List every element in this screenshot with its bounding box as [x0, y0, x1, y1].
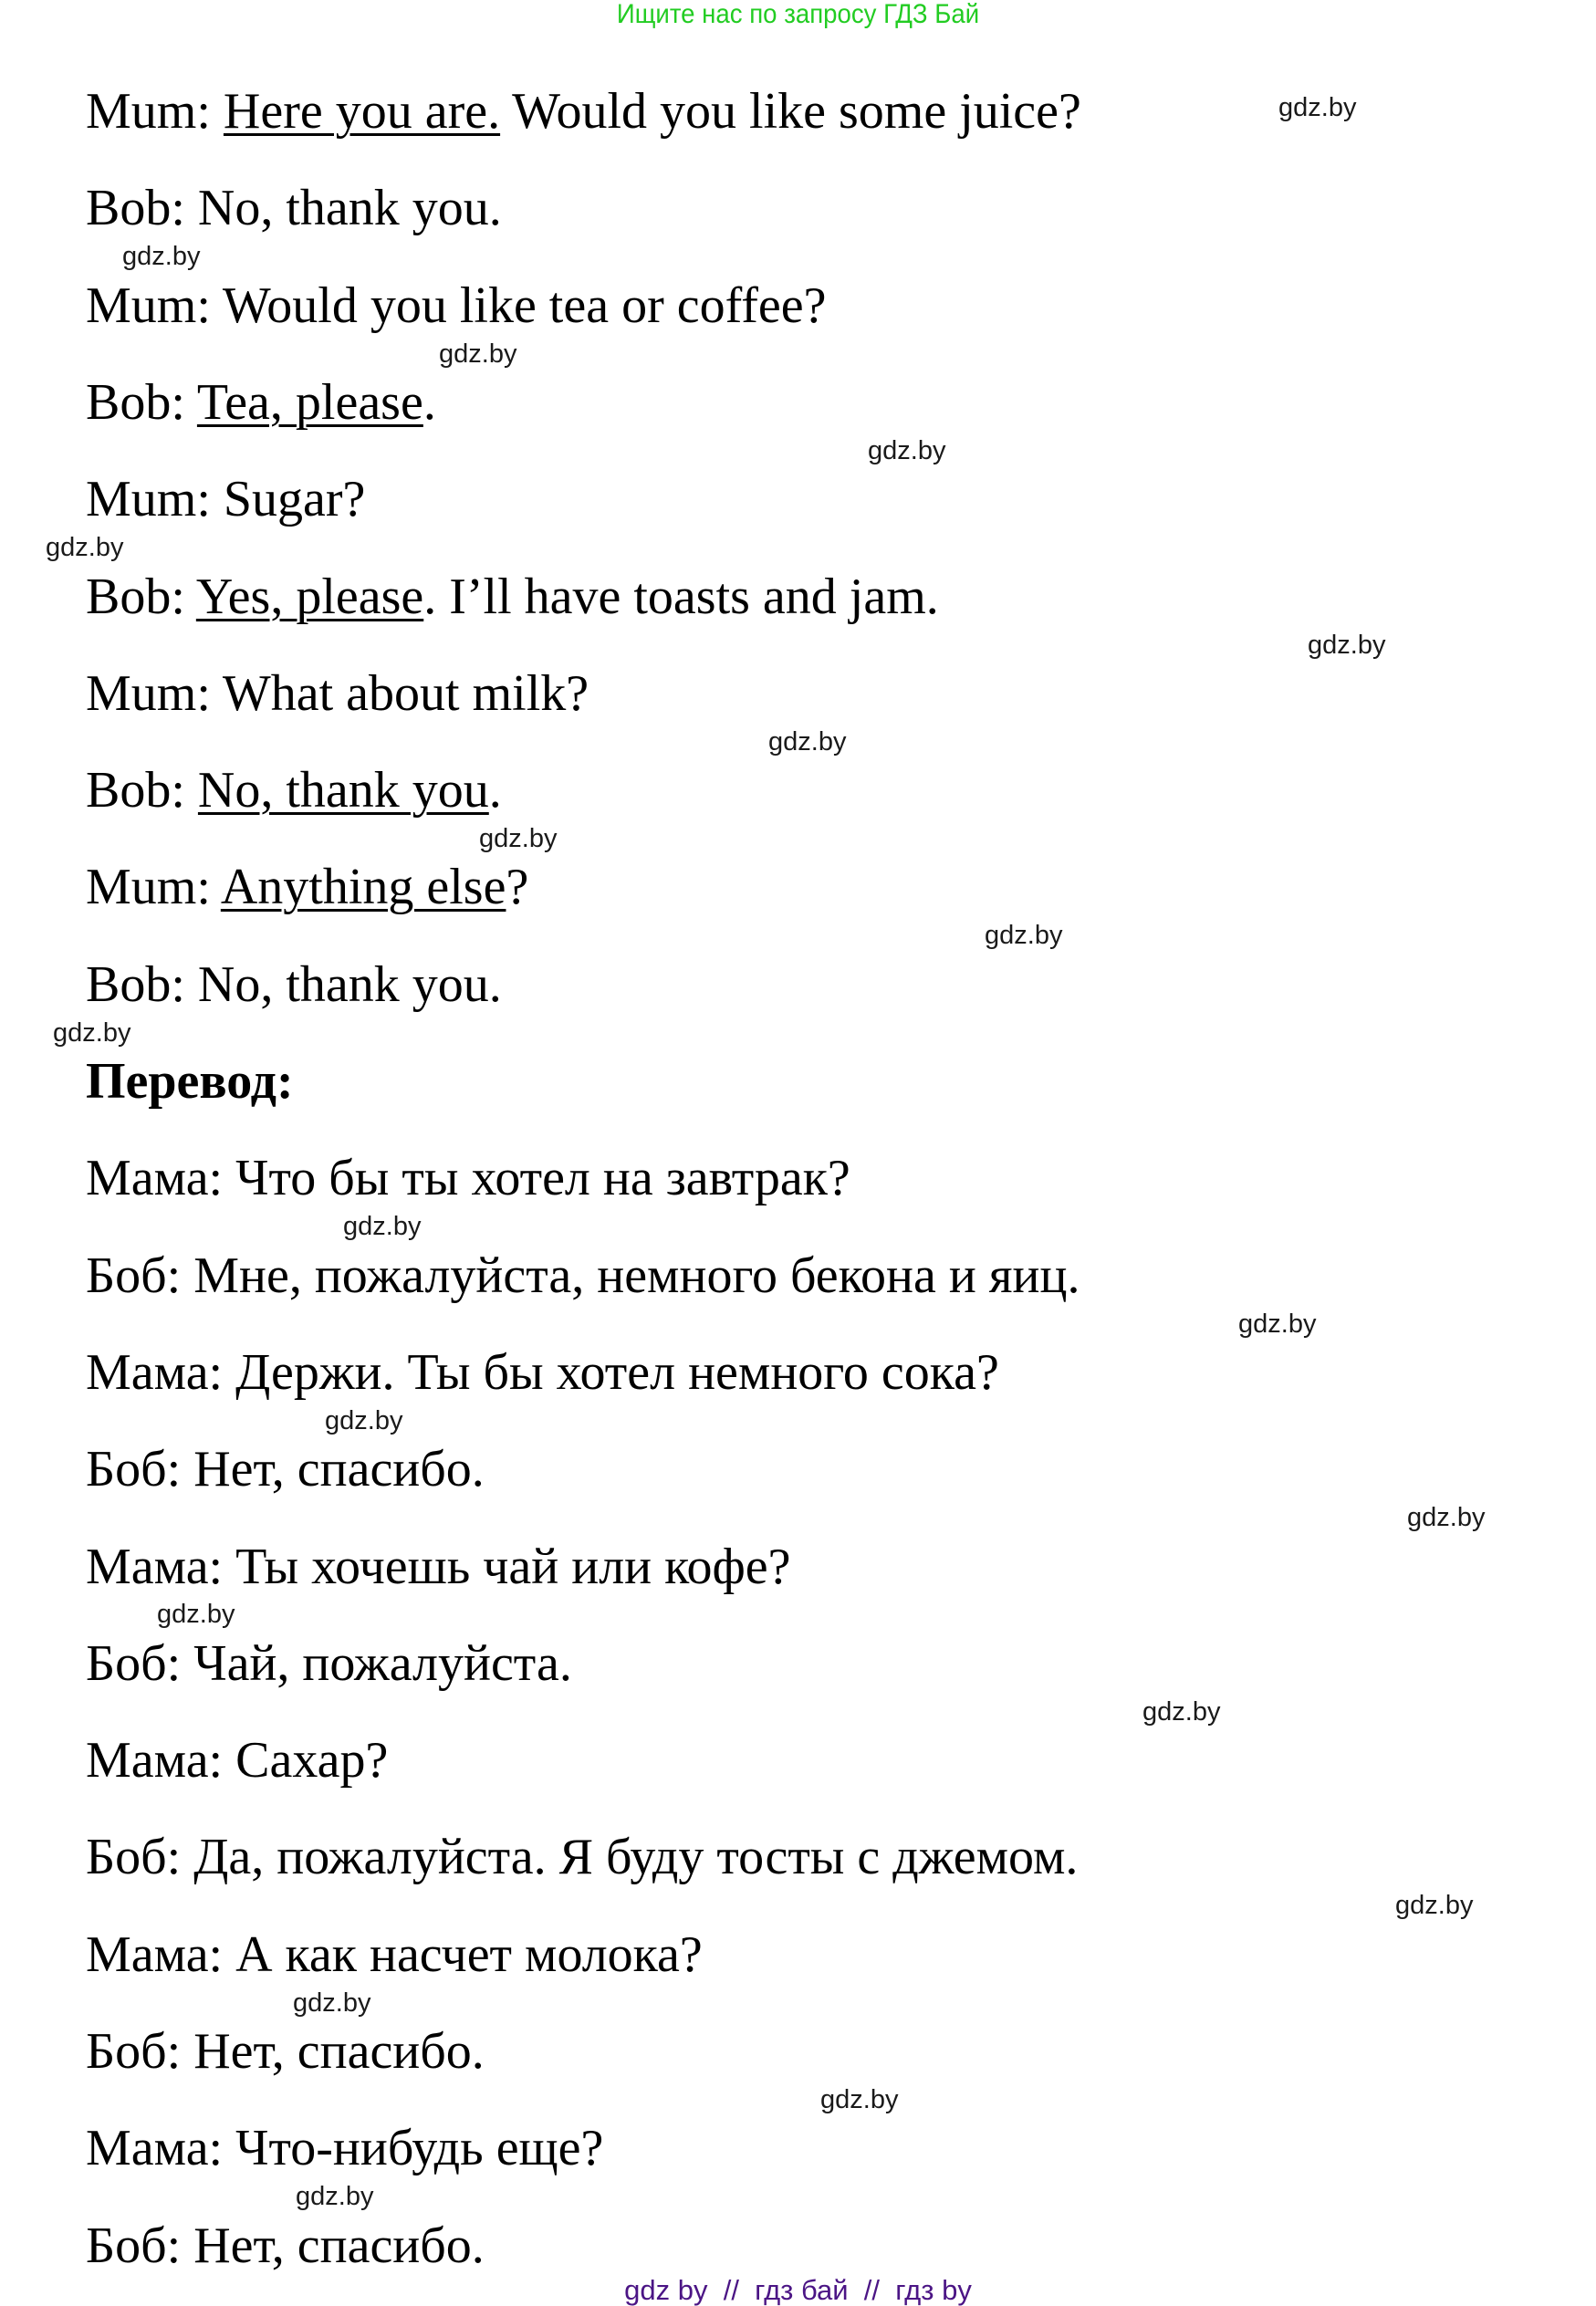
dialogue-line	[86, 569, 939, 625]
line-text: Мама: Держи. Ты бы хотел немного сока?	[86, 1343, 999, 1401]
line-text: Боб: Нет, спасибо.	[86, 2023, 485, 2080]
watermark: gdz.by	[53, 1018, 131, 1048]
watermark: gdz.by	[122, 242, 201, 271]
dialogue-line	[86, 1829, 1078, 1885]
line-text: Would you like some juice?	[500, 83, 1081, 140]
underlined-answer: No, thank you	[197, 762, 489, 819]
line-text: Боб: Да, пожалуйста. Я буду тосты с джемом.	[86, 1829, 1079, 1886]
dialogue-line	[86, 859, 528, 915]
dialogue-line	[86, 2023, 485, 2080]
watermark: gdz.by	[1395, 1891, 1474, 1920]
line-text: Боб: Нет, спасибо.	[86, 2217, 485, 2274]
watermark: gdz.by	[343, 1212, 422, 1241]
dialogue-line	[86, 665, 589, 722]
line-text: .	[488, 762, 502, 819]
watermark: gdz.by	[46, 533, 124, 562]
line-text: Bob:	[86, 762, 198, 819]
watermark: gdz.by	[325, 1406, 403, 1435]
dialogue-line	[86, 1732, 388, 1789]
dialogue-line	[86, 1247, 1080, 1304]
watermark: gdz.by	[985, 921, 1063, 950]
watermark: gdz.by	[1407, 1503, 1486, 1532]
watermark: gdz.by	[439, 339, 517, 369]
line-text: Mum:	[86, 83, 224, 140]
underlined-answer: Tea, please	[196, 373, 423, 431]
line-text: Mum:	[86, 859, 221, 916]
line-text: Перевод:	[86, 1053, 294, 1110]
line-text: ?	[506, 859, 529, 916]
line-text: . I’ll have toasts and jam.	[423, 568, 939, 625]
watermark: gdz.by	[768, 727, 847, 756]
translation-heading	[86, 1053, 294, 1110]
dialogue-line	[86, 762, 502, 819]
watermark: gdz.by	[479, 824, 558, 853]
dialogue-line	[86, 1635, 572, 1692]
underlined-answer: Here you are.	[223, 83, 501, 140]
watermark: gdz.by	[157, 1600, 235, 1629]
dialogue-line	[86, 374, 436, 431]
footer-links: gdz by // гдз бай // гдз by	[624, 2274, 972, 2306]
dialogue-line	[86, 956, 502, 1013]
dialogue-line	[86, 1150, 850, 1206]
watermark: gdz.by	[293, 1988, 371, 2018]
line-text: Мама: Что бы ты хотел на завтрак?	[86, 1150, 850, 1207]
dialogue-line	[86, 1441, 485, 1497]
line-text: Bob:	[86, 373, 197, 431]
dialogue-line	[86, 1344, 999, 1401]
dialogue-line	[86, 1926, 703, 1983]
line-text: Мама: Ты хочешь чай или кофе?	[86, 1538, 791, 1595]
line-text: Bob:	[86, 568, 196, 625]
dialogue-line	[86, 2217, 485, 2274]
line-text: Mum: Sugar?	[86, 471, 366, 528]
dialogue-line	[86, 1539, 791, 1595]
dialogue-line	[86, 180, 502, 236]
line-text: .	[422, 373, 436, 431]
line-text: Боб: Мне, пожалуйста, немного бекона и яиц.	[86, 1247, 1080, 1304]
line-text: Боб: Чай, пожалуйста.	[86, 1634, 572, 1692]
line-text: Мама: Сахар?	[86, 1732, 389, 1789]
line-text: Mum: Would you like tea or coffee?	[86, 277, 827, 334]
dialogue-line	[86, 2120, 603, 2176]
watermark: gdz.by	[1278, 93, 1357, 122]
underlined-answer: Yes, please	[195, 568, 424, 625]
dialogue-line	[86, 471, 365, 527]
underlined-answer: Anything else	[220, 859, 506, 916]
search-banner: Ищите нас по запросу ГДЗ Бай	[616, 0, 980, 29]
line-text: Мама: А как насчет молока?	[86, 1925, 703, 1983]
line-text: Bob: No, thank you.	[86, 955, 502, 1013]
watermark: gdz.by	[1308, 631, 1386, 660]
watermark: gdz.by	[296, 2182, 374, 2211]
watermark: gdz.by	[868, 436, 946, 465]
line-text: Mum: What about milk?	[86, 664, 589, 722]
dialogue-line	[86, 83, 1081, 140]
line-text: Боб: Нет, спасибо.	[86, 1441, 485, 1498]
watermark: gdz.by	[1238, 1310, 1317, 1339]
dialogue-line	[86, 277, 826, 334]
line-text: Bob: No, thank you.	[86, 180, 502, 237]
line-text: Мама: Что-нибудь еще?	[86, 2120, 604, 2177]
watermark: gdz.by	[820, 2085, 899, 2114]
watermark: gdz.by	[1142, 1697, 1221, 1727]
